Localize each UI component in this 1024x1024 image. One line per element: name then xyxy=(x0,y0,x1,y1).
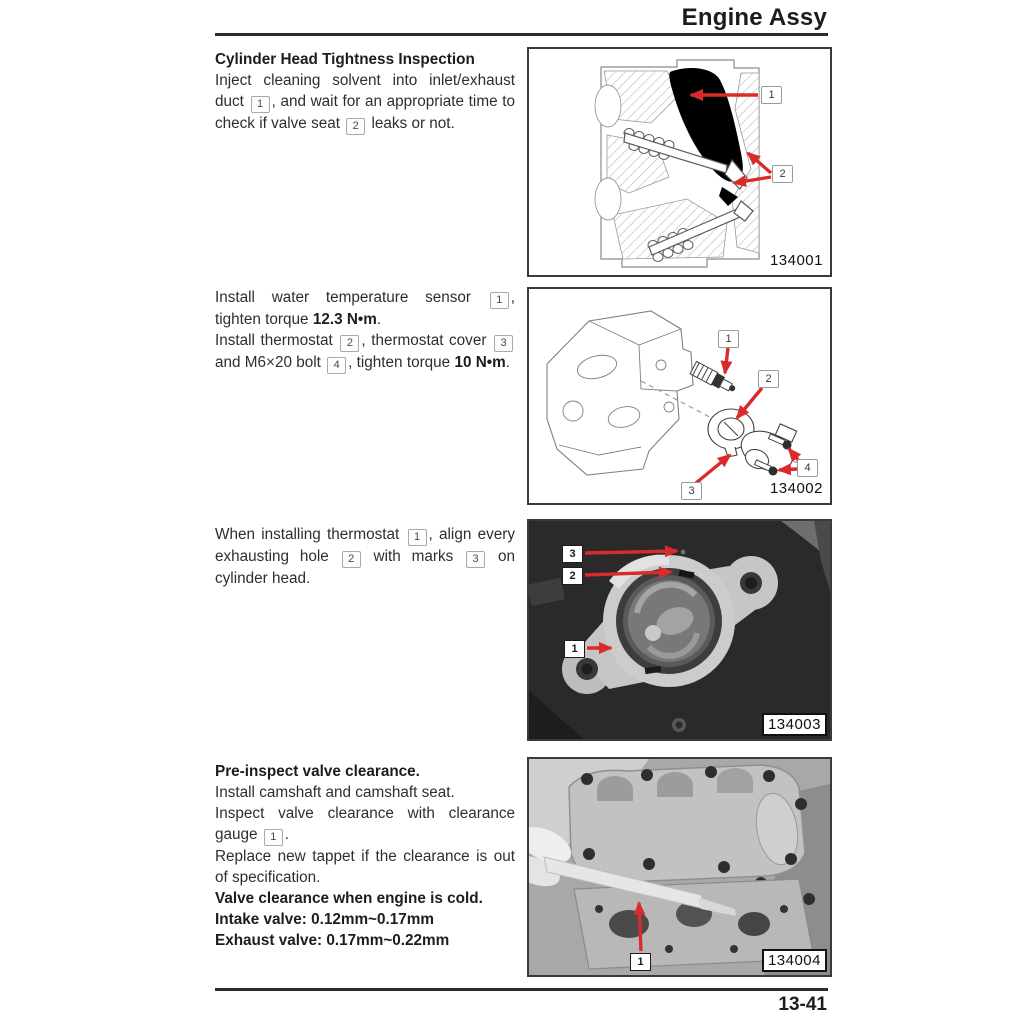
inline-callout-ref: 2 xyxy=(340,335,359,352)
callout-box-3: 3 xyxy=(562,545,583,563)
paragraph: Valve clearance when engine is cold. xyxy=(215,890,483,907)
alignment-mark xyxy=(681,550,686,555)
figure-number: 134002 xyxy=(769,480,823,497)
figure-134004 xyxy=(527,757,832,977)
page-number: 13-41 xyxy=(778,994,827,1015)
callout-box-1: 1 xyxy=(718,330,739,348)
footer-rule xyxy=(215,988,828,991)
inline-callout-ref: 3 xyxy=(494,335,513,352)
inline-callout-ref: 4 xyxy=(327,357,346,374)
figure-134001 xyxy=(527,47,832,277)
paragraph: Install thermostat 2 , thermostat cover 3 and M6×20 bolt 4 , tighten torque 10 N•m. xyxy=(215,330,515,374)
section-text-sensor-thermostat-install xyxy=(215,287,515,374)
inline-callout-ref: 1 xyxy=(264,829,283,846)
paragraph: Exhaust valve: 0.17mm~0.22mm xyxy=(215,932,450,949)
callout-box-2: 2 xyxy=(758,370,779,388)
paragraph: Cylinder Head Tightness Inspection xyxy=(215,51,475,68)
callout-box-2: 2 xyxy=(562,567,583,585)
paragraph: Install water temperature sensor 1 , tighten torque 12.3 N•m. xyxy=(215,289,515,328)
cylinder-head-cross-section-drawing xyxy=(529,49,830,275)
thermostat-exploded-drawing xyxy=(529,289,830,503)
cylinder-head-body xyxy=(547,311,693,475)
water-temperature-sensor-part xyxy=(690,361,738,395)
inline-callout-ref: 1 xyxy=(251,96,270,113)
inline-callout-ref: 1 xyxy=(490,292,509,309)
callout-box-1: 1 xyxy=(630,953,651,971)
header-rule xyxy=(215,33,828,36)
paragraph: Pre-inspect valve clearance. xyxy=(215,763,420,780)
callout-box-1: 1 xyxy=(761,86,782,104)
section-text-tightness-inspection xyxy=(215,49,515,135)
paragraph: Inject cleaning solvent into inlet/exhaust duct 1 , and wait for an appropriate time to check if valve seat 2 leaks or not. xyxy=(215,70,515,135)
inline-callout-ref: 3 xyxy=(466,551,485,568)
section-text-thermostat-alignment xyxy=(215,524,515,589)
callout-box-4: 4 xyxy=(797,459,818,477)
inline-callout-ref: 2 xyxy=(342,551,361,568)
figure-number: 134003 xyxy=(762,713,827,736)
inline-callout-ref: 1 xyxy=(408,529,427,546)
section-text-valve-clearance xyxy=(215,761,515,951)
callout-box-1: 1 xyxy=(564,640,585,658)
figure-134003 xyxy=(527,519,832,741)
inline-callout-ref: 2 xyxy=(346,118,365,135)
figure-number: 134004 xyxy=(762,949,827,972)
paragraph: When installing thermostat 1 , align every exhausting hole 2 with marks 3 on cylinder head. xyxy=(215,526,515,587)
valve-clearance-photo xyxy=(529,759,830,975)
paragraph: Install camshaft and camshaft seat. xyxy=(215,784,455,801)
callout-box-3: 3 xyxy=(681,482,702,500)
paragraph: Replace new tappet if the clearance is out of specification. xyxy=(215,848,515,886)
red-arrow xyxy=(639,903,641,951)
figure-number: 134001 xyxy=(769,252,823,269)
paragraph: Inspect valve clearance with clearance gauge 1 . xyxy=(215,803,515,846)
page-title: Engine Assy xyxy=(681,4,827,31)
callout-box-2: 2 xyxy=(772,165,793,183)
paragraph: Intake valve: 0.12mm~0.17mm xyxy=(215,911,434,928)
figure-134002 xyxy=(527,287,832,505)
